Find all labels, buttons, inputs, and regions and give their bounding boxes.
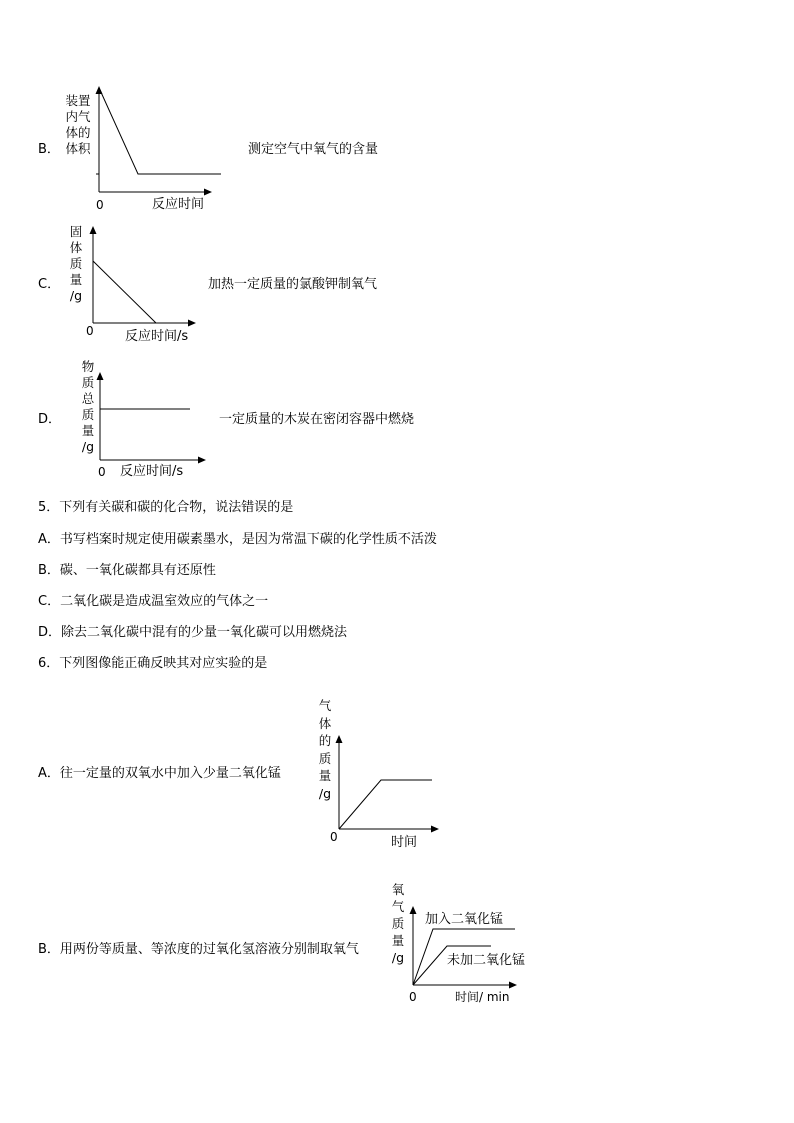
- q6-a-y-axis-label: 气 体 的 质 量 /g: [318, 698, 332, 801]
- q6-option-a-text: A．往一定量的双氧水中加入少量二氧化锰: [38, 766, 281, 781]
- question-6-stem: 6．下列图像能正确反映其对应实验的是: [38, 656, 268, 671]
- q5-option-d: D．除去二氧化碳中混有的少量一氧化碳可以用燃烧法: [38, 625, 348, 640]
- q5-option-a: A．书写档案时规定使用碳素墨水，是因为常温下碳的化学性质不活泼: [38, 532, 437, 547]
- q4-c-description: 加热一定质量的氯酸钾制氧气: [208, 277, 378, 292]
- q4-c-y-axis-label: 固 体 质 量 /g: [69, 224, 83, 303]
- q6-b-x-axis-label: 时间/ min: [455, 990, 510, 1004]
- q5-option-c: C．二氧化碳是造成温室效应的气体之一: [38, 594, 269, 609]
- q4-d-origin: 0: [98, 465, 106, 479]
- q6-option-b-text: B．用两份等质量、等浓度的过氧化氢溶液分别制取氧气: [38, 942, 359, 957]
- q6-a-origin: 0: [330, 830, 338, 844]
- q4-d-y-axis-label: 物 质 总 质 量 /g: [81, 359, 95, 454]
- q6-b-series-label-without: 未加二氧化锰: [447, 953, 526, 968]
- q4-c-origin: 0: [86, 324, 94, 338]
- q4-b-x-axis-label: 反应时间: [152, 197, 205, 212]
- q6-a-x-axis-label: 时间: [391, 835, 418, 850]
- q4-option-d-label: D．: [38, 412, 62, 427]
- q4-option-b-label: B．: [38, 142, 60, 157]
- q5-option-b: B．碳、一氧化碳都具有还原性: [38, 563, 216, 578]
- q4-option-c-label: C．: [38, 277, 61, 292]
- q6-b-origin: 0: [409, 990, 417, 1004]
- y-axis-arrow: [410, 906, 417, 914]
- q4-b-description: 测定空气中氧气的含量: [248, 142, 379, 157]
- q4-b-y-axis-label: 装置 内气 体的 体积: [65, 93, 91, 156]
- q4-b-origin: 0: [96, 198, 104, 212]
- q4-c-x-axis-label: 反应时间/s: [125, 329, 189, 344]
- question-5-stem: 5．下列有关碳和碳的化合物，说法错误的是: [38, 500, 294, 515]
- x-axis-arrow: [509, 982, 517, 989]
- q4-d-x-axis-label: 反应时间/s: [120, 464, 184, 479]
- q6-b-series-label-with: 加入二氧化锰: [425, 912, 504, 927]
- q6-b-y-axis-label: 氧 气 质 量 /g: [391, 882, 405, 965]
- q4-d-description: 一定质量的木炭在密闭容器中燃烧: [219, 412, 415, 427]
